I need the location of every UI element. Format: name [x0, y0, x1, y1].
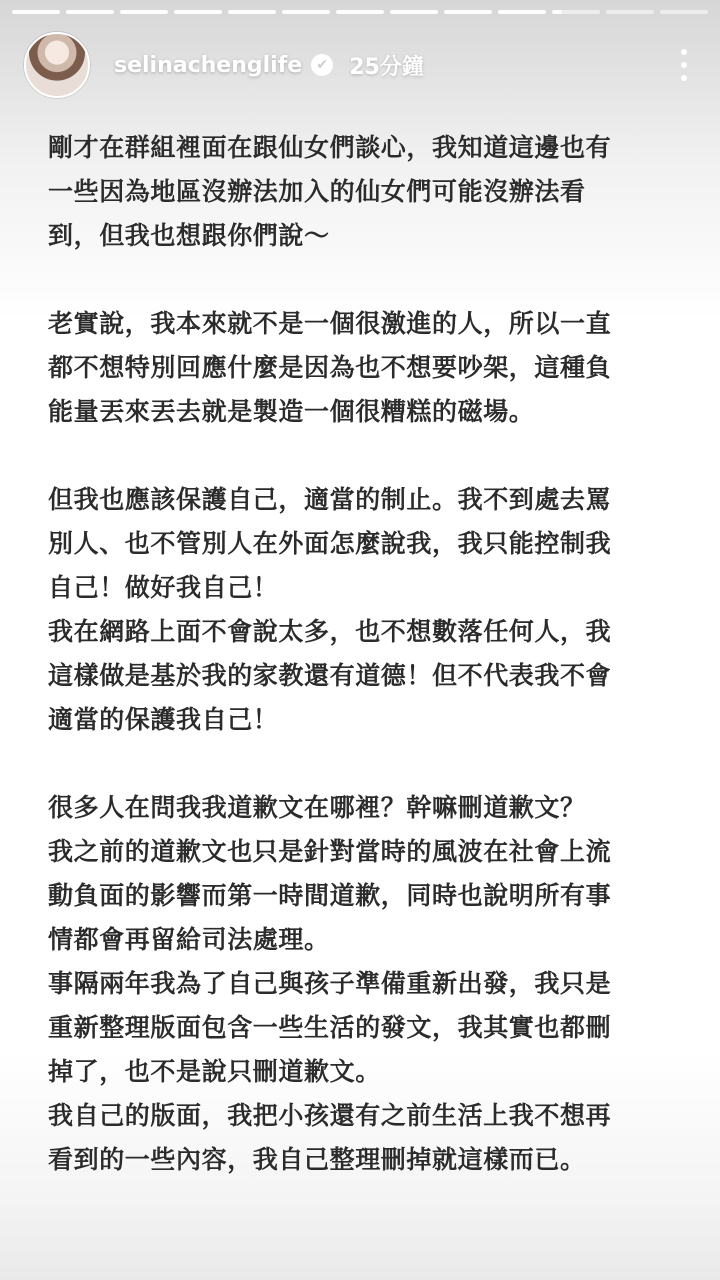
progress-segment [444, 10, 492, 14]
progress-segment [174, 10, 222, 14]
more-dot [681, 62, 687, 68]
progress-segment [120, 10, 168, 14]
text-line: 能量丟來丟去就是製造一個很糟糕的磁場。 [48, 397, 535, 426]
story-header [24, 32, 696, 98]
text-line: 自己！做好我自己！ [48, 573, 279, 602]
text-line: 情都會再留給司法處理。 [48, 925, 330, 954]
more-dot [681, 49, 687, 55]
paragraph [48, 302, 698, 434]
username[interactable]: selinachenglife [114, 52, 303, 78]
paragraph [48, 786, 698, 1182]
text-line: 我之前的道歉文也只是針對當時的風波在社會上流 [48, 837, 612, 866]
progress-segment [12, 10, 60, 14]
text-line: 到，但我也想跟你們說～ [48, 221, 330, 250]
progress-segment [66, 10, 114, 14]
text-line: 動負面的影響而第一時間道歉，同時也說明所有事 [48, 881, 612, 910]
text-line: 這樣做是基於我的家教還有道德！但不代表我不會 [48, 661, 612, 690]
text-line: 重新整理版面包含一些生活的發文，我其實也都刪 [48, 1013, 612, 1042]
progress-segment [606, 10, 654, 14]
text-line: 掉了，也不是說只刪道歉文。 [48, 1057, 381, 1086]
text-line: 別人、也不管別人在外面怎麼說我，我只能控制我 [48, 529, 612, 558]
text-line: 看到的一些內容，我自己整理刪掉就這樣而已。 [48, 1145, 586, 1174]
text-line: 很多人在問我我道歉文在哪裡？幹嘛刪道歉文？ [48, 793, 586, 822]
progress-segment [228, 10, 276, 14]
paragraph [48, 126, 698, 258]
text-line: 但我也應該保護自己，適當的制止。我不到處去罵 [48, 485, 612, 514]
story-progress-bar [12, 10, 708, 14]
progress-segment [336, 10, 384, 14]
progress-segment [660, 10, 708, 14]
more-dot [681, 75, 687, 81]
progress-segment [390, 10, 438, 14]
progress-segment [282, 10, 330, 14]
progress-segment-current [552, 10, 600, 14]
avatar[interactable] [24, 32, 90, 98]
text-line: 一些因為地區沒辦法加入的仙女們可能沒辦法看 [48, 177, 586, 206]
text-line: 老實說，我本來就不是一個很激進的人，所以一直 [48, 309, 612, 338]
text-line: 我在網路上面不會說太多，也不想數落任何人，我 [48, 617, 612, 646]
text-line: 我自己的版面，我把小孩還有之前生活上我不想再 [48, 1101, 612, 1130]
verified-check-icon: ✔ [311, 54, 333, 76]
paragraph [48, 478, 698, 742]
text-line: 都不想特別回應什麼是因為也不想要吵架，這種負 [48, 353, 612, 382]
text-line: 事隔兩年我為了自己與孩子準備重新出發，我只是 [48, 969, 612, 998]
progress-segment [498, 10, 546, 14]
more-vertical-icon[interactable] [672, 45, 696, 85]
story-text-content [48, 126, 698, 1226]
text-line: 適當的保護我自己！ [48, 705, 279, 734]
post-time: 25分鐘 [349, 54, 424, 80]
text-line: 剛才在群組裡面在跟仙女們談心，我知道這邊也有 [48, 133, 612, 162]
